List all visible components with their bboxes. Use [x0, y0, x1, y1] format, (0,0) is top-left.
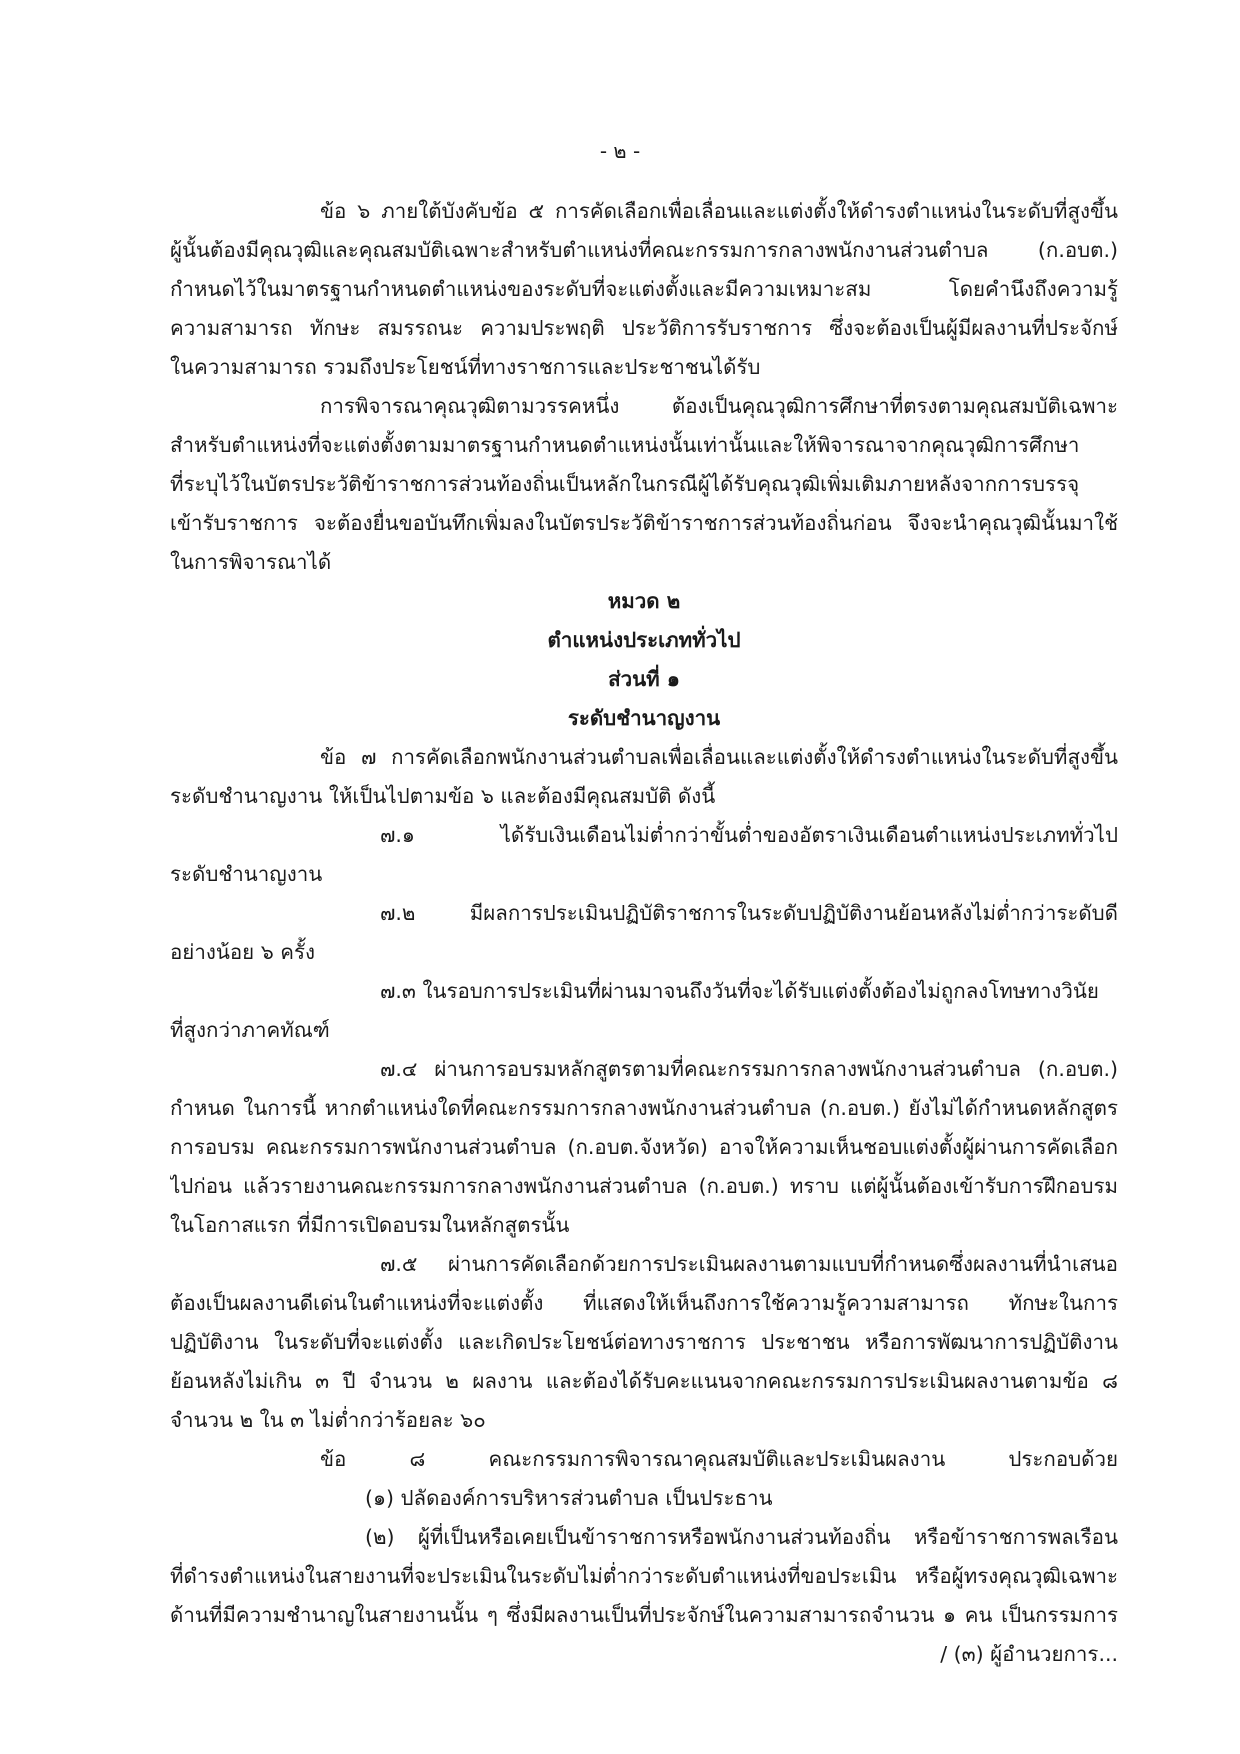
continuation-note: / (๓) ผู้อำนวยการ...	[940, 1642, 1118, 1666]
item-7-3	[170, 972, 1118, 1050]
text-line: ในโอกาสแรก ที่มีการเปิดอบรมในหลักสูตรนั้น	[170, 1213, 570, 1237]
text-line: ๗.๑ ได้รับเงินเดือนไม่ต่ำกว่าขั้นต่ำของอัตราเงินเดือนตำแหน่งประเภททั่วไป	[380, 823, 1118, 847]
text-line: ปฏิบัติงาน ในระดับที่จะแต่งตั้ง และเกิดประโยชน์ต่อทางราชการ ประชาชน หรือการพัฒนาการปฏิบัติงาน	[170, 1330, 1118, 1354]
document-body	[170, 192, 1118, 1674]
section-headings	[170, 582, 1118, 738]
text-line: ข้อ ๗ การคัดเลือกพนักงานส่วนตำบลเพื่อเลื่อนและแต่งตั้งให้ดำรงตำแหน่งในระดับที่สูงขึ้น	[320, 745, 1118, 769]
text-line: อย่างน้อย ๖ ครั้ง	[170, 940, 315, 964]
chapter-heading: หมวด ๒	[607, 589, 681, 613]
text-line: ที่สูงกว่าภาคทัณฑ์	[170, 1018, 330, 1042]
text-line: เข้ารับราชการ จะต้องยื่นขอบันทึกเพิ่มลงในบัตรประวัติข้าราชการส่วนท้องถิ่นก่อน จึงจะนำคุณวุฒินั้นมาใช้	[170, 511, 1118, 535]
item-7-1	[170, 816, 1118, 894]
text-line: ย้อนหลังไม่เกิน ๓ ปี จำนวน ๒ ผลงาน และต้องได้รับคะแนนจากคณะกรรมการประเมินผลงานตามข้อ ๘	[170, 1369, 1118, 1393]
qualification-paragraph	[170, 387, 1118, 582]
clause-7-paragraph	[170, 738, 1118, 816]
text-line: (๑) ปลัดองค์การบริหารส่วนตำบล เป็นประธาน	[365, 1486, 773, 1510]
text-line: ผู้นั้นต้องมีคุณวุฒิและคุณสมบัติเฉพาะสำหรับตำแหน่งที่คณะกรรมการกลางพนักงานส่วนตำบล (ก.อบต.)	[170, 238, 1118, 262]
text-line: ไปก่อน แล้วรายงานคณะกรรมการกลางพนักงานส่วนตำบล (ก.อบต.) ทราบ แต่ผู้นั้นต้องเข้ารับการฝึกอบรม	[170, 1174, 1118, 1198]
clause-8-paragraph	[170, 1440, 1118, 1479]
text-line: กำหนดไว้ในมาตรฐานกำหนดตำแหน่งของระดับที่จะแต่งตั้งและมีความเหมาะสม โดยคำนึงถึงความรู้	[170, 277, 1118, 301]
text-line: ๗.๔ ผ่านการอบรมหลักสูตรตามที่คณะกรรมการกลางพนักงานส่วนตำบล (ก.อบต.)	[380, 1057, 1118, 1081]
item-8-1	[170, 1479, 1118, 1518]
text-line: ระดับชำนาญงาน ให้เป็นไปตามข้อ ๖ และต้องมีคุณสมบัติ ดังนี้	[170, 784, 716, 808]
item-7-5	[170, 1245, 1118, 1440]
text-line: ๗.๒ มีผลการประเมินปฏิบัติราชการในระดับปฏิบัติงานย้อนหลังไม่ต่ำกว่าระดับดี	[380, 901, 1118, 925]
text-line: ในความสามารถ รวมถึงประโยชน์ที่ทางราชการและประชาชนได้รับ	[170, 355, 761, 379]
item-7-2	[170, 894, 1118, 972]
text-line: จำนวน ๒ ใน ๓ ไม่ต่ำกว่าร้อยละ ๖๐	[170, 1408, 486, 1432]
part-title: ระดับชำนาญงาน	[567, 706, 721, 730]
text-line: ต้องเป็นผลงานดีเด่นในตำแหน่งที่จะแต่งตั้ง ที่แสดงให้เห็นถึงการใช้ความรู้ความสามารถ ทักษะในการ	[170, 1291, 1118, 1315]
text-line: ด้านที่มีความชำนาญในสายงานนั้น ๆ ซึ่งมีผลงานเป็นที่ประจักษ์ในความสามารถจำนวน ๑ คน เป็นกรรมการ	[170, 1603, 1118, 1627]
text-line: ความสามารถ ทักษะ สมรรถนะ ความประพฤติ ประวัติการรับราชการ ซึ่งจะต้องเป็นผู้มีผลงานที่ประจักษ์	[170, 316, 1118, 340]
text-line: ข้อ ๘ คณะกรรมการพิจารณาคุณสมบัติและประเมินผลงาน ประกอบด้วย	[320, 1447, 1118, 1471]
text-line: การพิจารณาคุณวุฒิตามวรรคหนึ่ง ต้องเป็นคุณวุฒิการศึกษาที่ตรงตามคุณสมบัติเฉพาะ	[320, 394, 1118, 418]
page-number: - ๒ -	[599, 139, 641, 163]
text-line: ๗.๓ ในรอบการประเมินที่ผ่านมาจนถึงวันที่จะได้รับแต่งตั้งต้องไม่ถูกลงโทษทางวินัย	[380, 979, 1099, 1003]
text-line: ที่ระบุไว้ในบัตรประวัติข้าราชการส่วนท้องถิ่นเป็นหลักในกรณีผู้ได้รับคุณวุฒิเพิ่มเติมภายหลังจากการบรรจุ	[170, 472, 1080, 496]
text-line: ที่ดำรงตำแหน่งในสายงานที่จะประเมินในระดับไม่ต่ำกว่าระดับตำแหน่งที่ขอประเมิน หรือผู้ทรงคุณวุฒิเฉพาะ	[170, 1564, 1118, 1588]
chapter-title: ตำแหน่งประเภททั่วไป	[547, 628, 741, 652]
text-line: ระดับชำนาญงาน	[170, 862, 323, 886]
text-line: การอบรม คณะกรรมการพนักงานส่วนตำบล (ก.อบต.จังหวัด) อาจให้ความเห็นชอบแต่งตั้งผู้ผ่านการคัดเลือก	[170, 1135, 1118, 1159]
text-line: ในการพิจารณาได้	[170, 550, 332, 574]
text-line: (๒) ผู้ที่เป็นหรือเคยเป็นข้าราชการหรือพนักงานส่วนท้องถิ่น หรือข้าราชการพลเรือน	[365, 1525, 1118, 1549]
clause-6-paragraph	[170, 192, 1118, 387]
item-8-2	[170, 1518, 1118, 1635]
text-line: ๗.๕ ผ่านการคัดเลือกด้วยการประเมินผลงานตามแบบที่กำหนดซึ่งผลงานที่นำเสนอ	[380, 1252, 1118, 1276]
text-line: กำหนด ในการนี้ หากตำแหน่งใดที่คณะกรรมการกลางพนักงานส่วนตำบล (ก.อบต.) ยังไม่ได้กำหนดหลักสูตร	[170, 1096, 1118, 1120]
text-line: สำหรับตำแหน่งที่จะแต่งตั้งตามมาตรฐานกำหนดตำแหน่งนั้นเท่านั้นและให้พิจารณาจากคุณวุฒิการศึกษา	[170, 433, 1080, 457]
part-heading: ส่วนที่ ๑	[608, 667, 680, 691]
item-7-4	[170, 1050, 1118, 1245]
text-line: ข้อ ๖ ภายใต้บังคับข้อ ๕ การคัดเลือกเพื่อเลื่อนและแต่งตั้งให้ดำรงตำแหน่งในระดับที่สูงขึ้น	[320, 199, 1118, 223]
